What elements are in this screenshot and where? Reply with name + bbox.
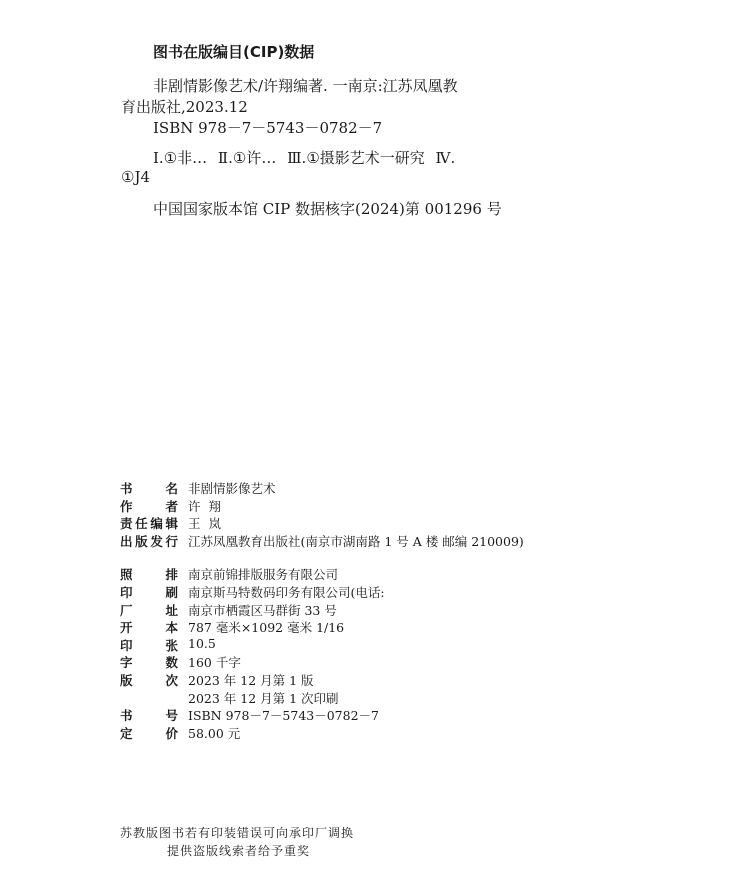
info-value: 江苏凤凰教育出版社(南京市湖南路 1 号 A 楼 邮编 210009): [188, 533, 524, 549]
info-value: 160 千字: [188, 655, 241, 671]
cip-line-publisher: 育出版社,2023.12: [121, 98, 248, 116]
info-label: 开本: [120, 620, 178, 636]
info-value: 非剧情影像艺术: [188, 481, 276, 496]
info-label: 版次: [120, 672, 178, 688]
info-label: 责任编辑: [120, 516, 178, 532]
notice-line-1: 苏教版图书若有印装错误可向承印厂调换: [120, 826, 355, 840]
cip-line-title: 非剧情影像艺术/许翔编著. 一南京:江苏凤凰教: [153, 77, 458, 95]
info-value: 南京市栖霞区马群街 33 号: [188, 602, 337, 618]
info-label: 照排: [120, 567, 178, 583]
info-value: 王 岚: [188, 516, 221, 532]
cip-heading: 图书在版编目(CIP)数据: [153, 43, 315, 61]
info-value: 2023 年 12 月第 1 次印刷: [188, 690, 339, 706]
info-value: 10.5: [188, 635, 216, 651]
cip-line-record-number: 中国国家版本馆 CIP 数据核字(2024)第 001296 号: [153, 200, 502, 218]
info-value: 许 翔: [188, 498, 221, 514]
info-value: 南京前锦排版服务有限公司: [188, 567, 339, 583]
info-value: 58.00 元: [188, 725, 241, 741]
info-label: 字数: [120, 655, 178, 671]
info-value: ISBN 978－7－5743－0782－7: [188, 708, 379, 724]
info-value: 2023 年 12 月第 1 版: [188, 672, 314, 688]
cip-line-classification: Ⅰ.①非… Ⅱ.①许… Ⅲ.①摄影艺术一研究 Ⅳ.: [153, 149, 456, 167]
info-label: 作者: [120, 498, 178, 514]
info-label: 出版发行: [120, 533, 178, 549]
info-value: 787 毫米×1092 毫米 1/16: [188, 620, 345, 636]
info-label: 厂址: [120, 602, 178, 618]
info-label: 印刷: [120, 584, 178, 600]
info-label: 书名: [120, 481, 178, 496]
info-label: 印张: [120, 637, 178, 653]
info-value: 南京斯马特数码印务有限公司(电话:: [188, 584, 385, 600]
info-label: 书号: [120, 708, 178, 724]
cip-line-isbn: ISBN 978－7－5743－0782－7: [153, 119, 383, 137]
notice-line-2: 提供盗版线索者给予重奖: [167, 844, 311, 858]
cip-line-class-code: ①J4: [121, 168, 151, 186]
info-label: 定价: [120, 725, 178, 741]
